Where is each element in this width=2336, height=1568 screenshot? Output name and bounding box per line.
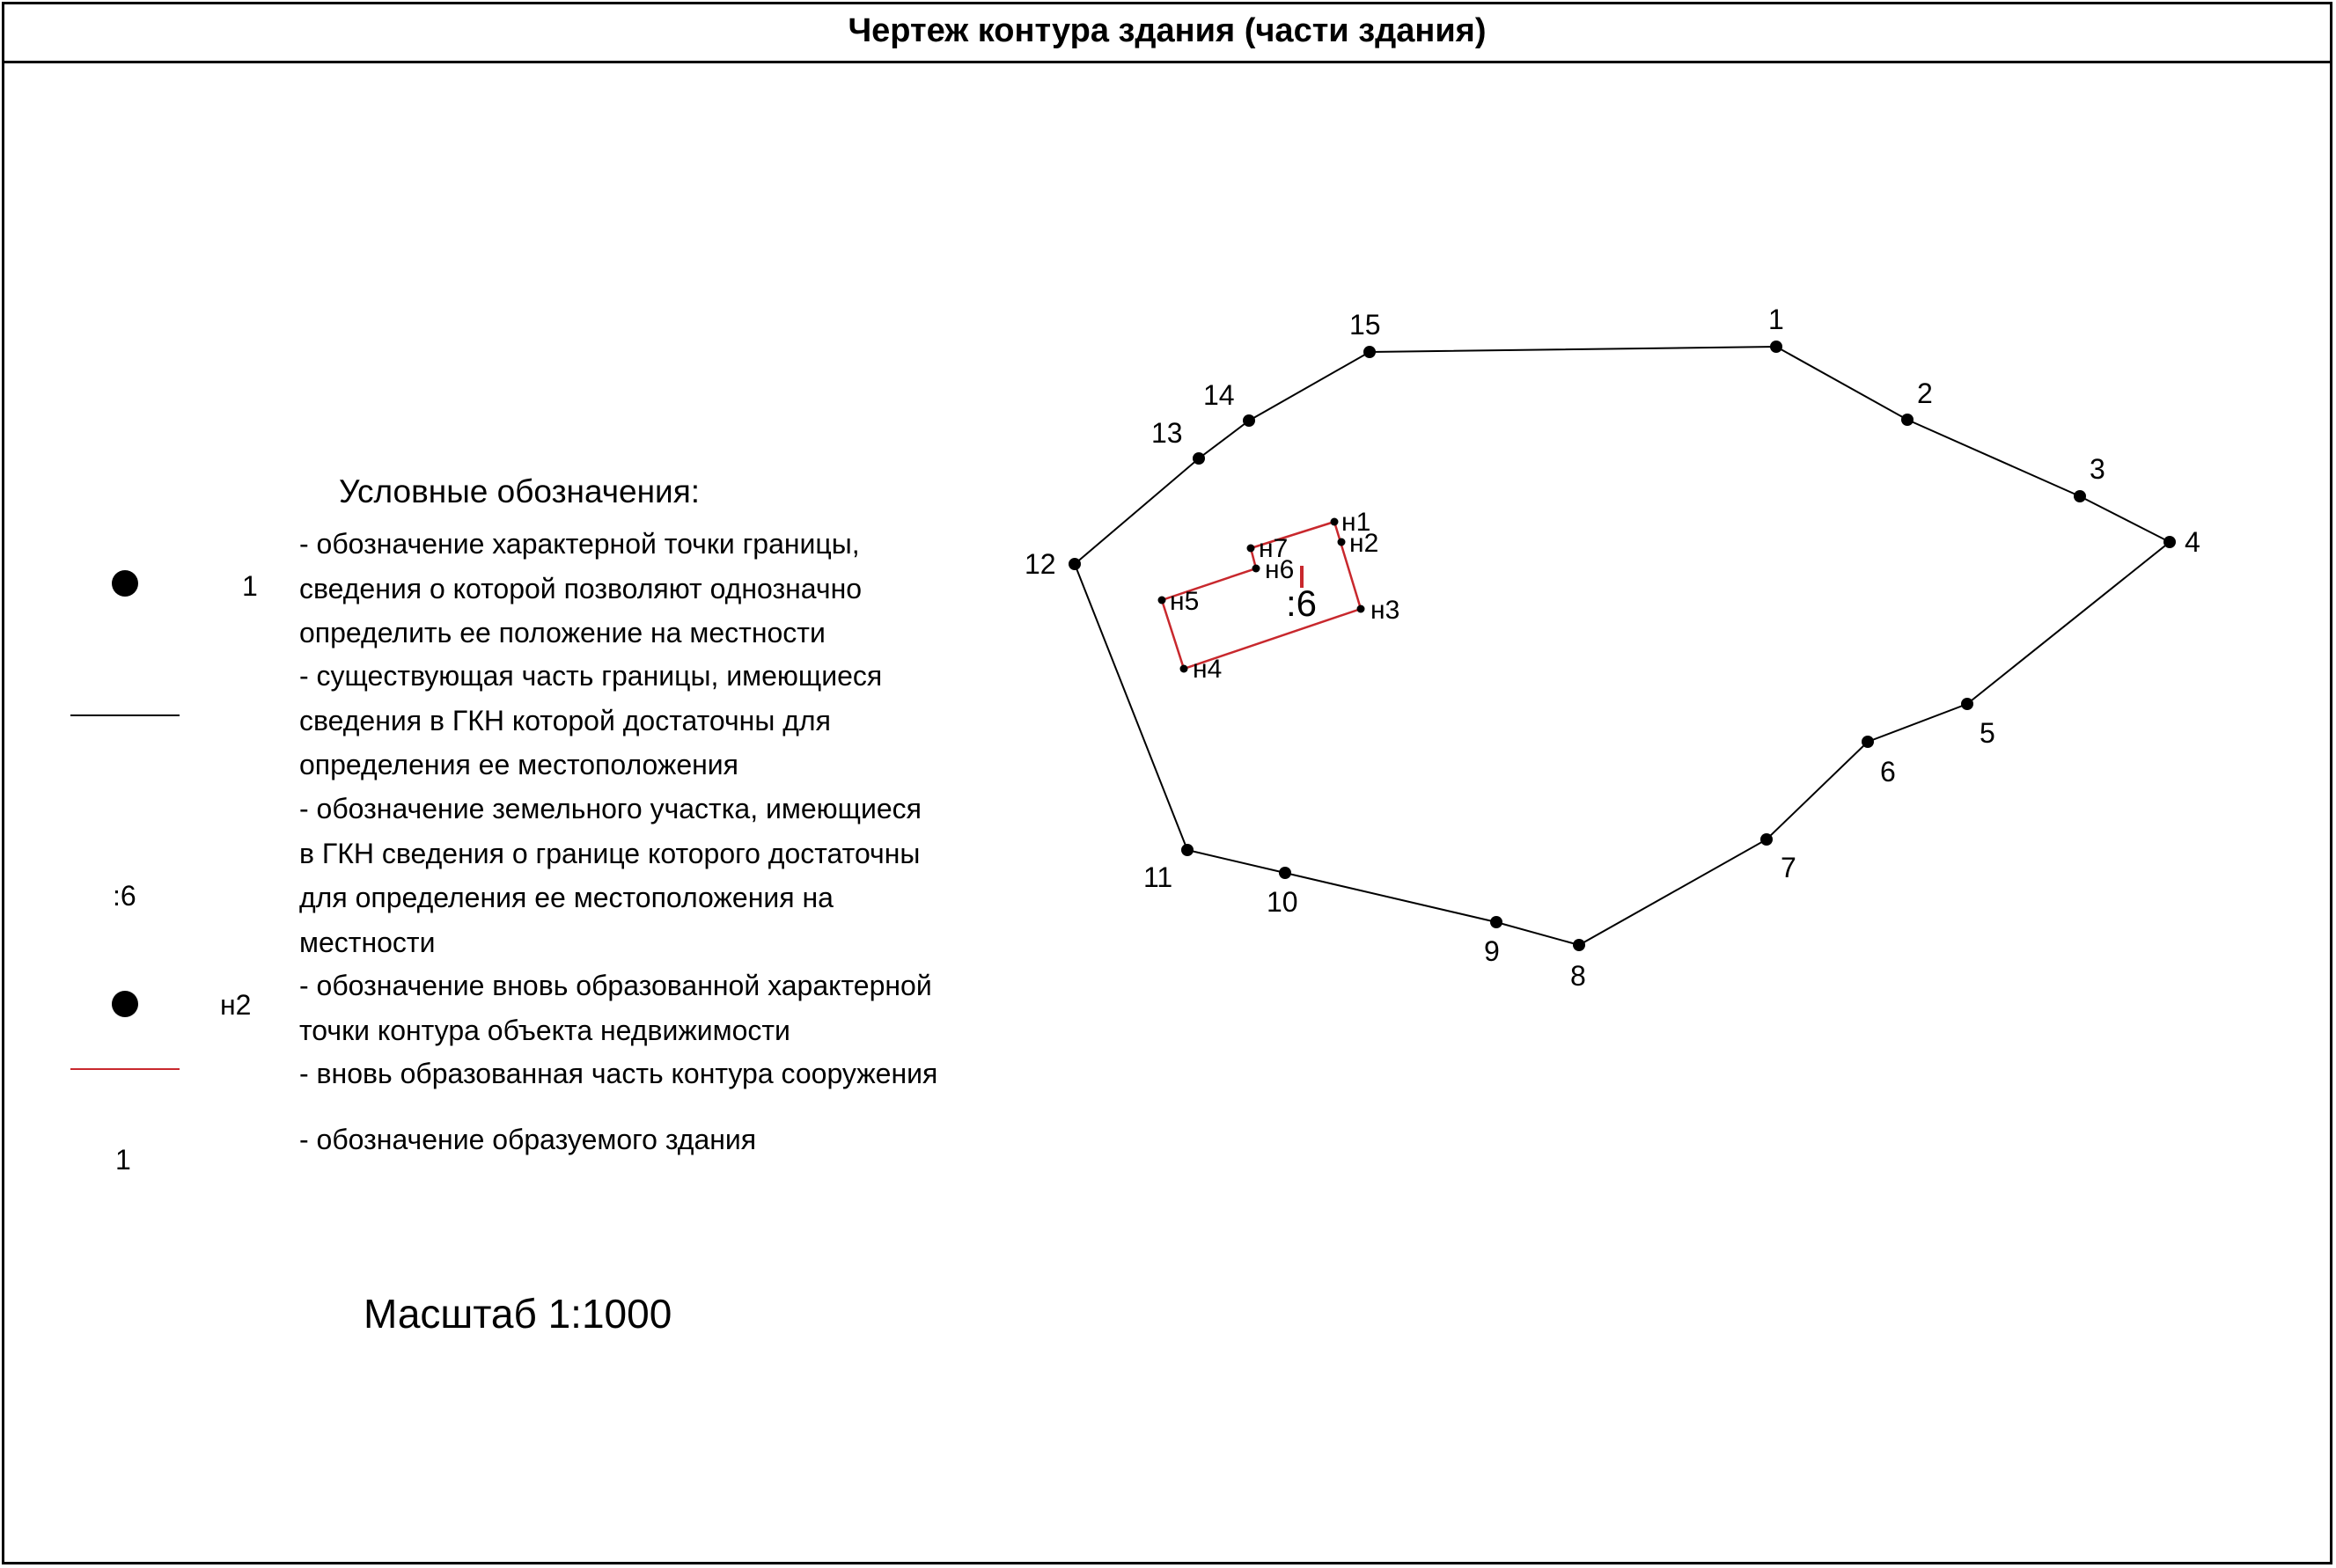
legend-parcel-label: :6 — [113, 880, 136, 912]
page-title: Чертеж контура здания (части здания) — [848, 12, 1487, 49]
point-label: 5 — [1980, 717, 1995, 749]
legend-line: определения ее местоположения — [299, 749, 738, 780]
legend-line: - обозначение характерной точки границы, — [299, 528, 860, 560]
new-point-label: н5 — [1170, 587, 1200, 616]
parcel-point — [1193, 452, 1205, 465]
point-label: 1 — [1768, 304, 1784, 335]
legend-line: точки контура объекта недвижимости — [299, 1014, 790, 1046]
point-label: 10 — [1267, 886, 1298, 918]
new-point — [1247, 545, 1255, 553]
scale-label: Масштаб 1:1000 — [364, 1291, 672, 1337]
parcel-point — [1363, 346, 1376, 358]
legend-line: для определения ее местоположения на — [299, 882, 834, 913]
parcel-point — [1490, 916, 1502, 928]
point-label: 7 — [1781, 852, 1796, 883]
parcel-point-labels — [1025, 304, 2200, 992]
point-label: 2 — [1917, 377, 1933, 409]
parcel-point — [1760, 833, 1773, 846]
legend-new-point-label: н2 — [220, 989, 252, 1021]
new-point — [1158, 597, 1166, 604]
new-point — [1180, 665, 1188, 673]
point-label: 6 — [1880, 756, 1896, 788]
new-point — [1338, 539, 1346, 546]
point-label: 13 — [1151, 417, 1183, 449]
new-point-label: н1 — [1341, 508, 1371, 537]
legend-heading: Условные обозначения: — [339, 473, 701, 509]
point-label: 9 — [1484, 935, 1500, 967]
legend-line: - обозначение земельного участка, имеющиеся — [299, 793, 922, 824]
point-label: 4 — [2185, 526, 2200, 558]
point-label: 8 — [1570, 960, 1586, 992]
parcel-point — [1243, 414, 1255, 427]
parcel-point — [1901, 414, 1914, 426]
legend-line: сведения в ГКН которой достаточны для — [299, 704, 831, 736]
legend-line: местности — [299, 926, 436, 958]
legend-building-label: 1 — [115, 1144, 131, 1176]
legend-line: определить ее положение на местности — [299, 617, 826, 648]
point-label: 14 — [1203, 379, 1235, 411]
parcel-point — [1961, 698, 1973, 710]
parcel-point — [1069, 558, 1081, 570]
new-point-label: н7 — [1259, 534, 1289, 563]
parcel-boundary — [1075, 347, 2170, 945]
point-label: 15 — [1349, 309, 1381, 341]
parcel-label: :6 — [1286, 583, 1318, 624]
legend-line: - обозначение вновь образованной характерной — [299, 970, 932, 1001]
legend-line: - существующая часть границы, имеющиеся — [299, 660, 883, 692]
legend-line: сведения о которой позволяют однозначно — [299, 572, 863, 604]
new-point — [1252, 565, 1260, 573]
parcel-point — [1279, 867, 1291, 879]
new-point-label: н6 — [1265, 555, 1295, 584]
parcel-point — [1181, 844, 1194, 856]
parcel-point — [1573, 939, 1585, 951]
new-point-labels — [1170, 508, 1399, 684]
new-point-label: н4 — [1193, 655, 1223, 684]
new-point — [1357, 605, 1365, 613]
legend-line: в ГКН сведения о границе которого достаточны — [299, 837, 921, 869]
new-point-label: н3 — [1370, 596, 1400, 625]
parcel-point — [1770, 341, 1782, 353]
new-point — [1331, 518, 1339, 526]
point-label: 3 — [2090, 453, 2105, 485]
new-point-label: н2 — [1349, 529, 1379, 558]
point-label: 11 — [1143, 861, 1173, 893]
parcel-point — [2163, 536, 2176, 548]
point-label: 12 — [1025, 548, 1056, 580]
parcel-point — [2074, 490, 2086, 502]
legend-line: - вновь образованная часть контура сооружения — [299, 1058, 938, 1089]
legend-line: - обозначение образуемого здания — [299, 1124, 757, 1155]
parcel-point — [1862, 736, 1874, 748]
legend-point-label: 1 — [242, 570, 258, 602]
